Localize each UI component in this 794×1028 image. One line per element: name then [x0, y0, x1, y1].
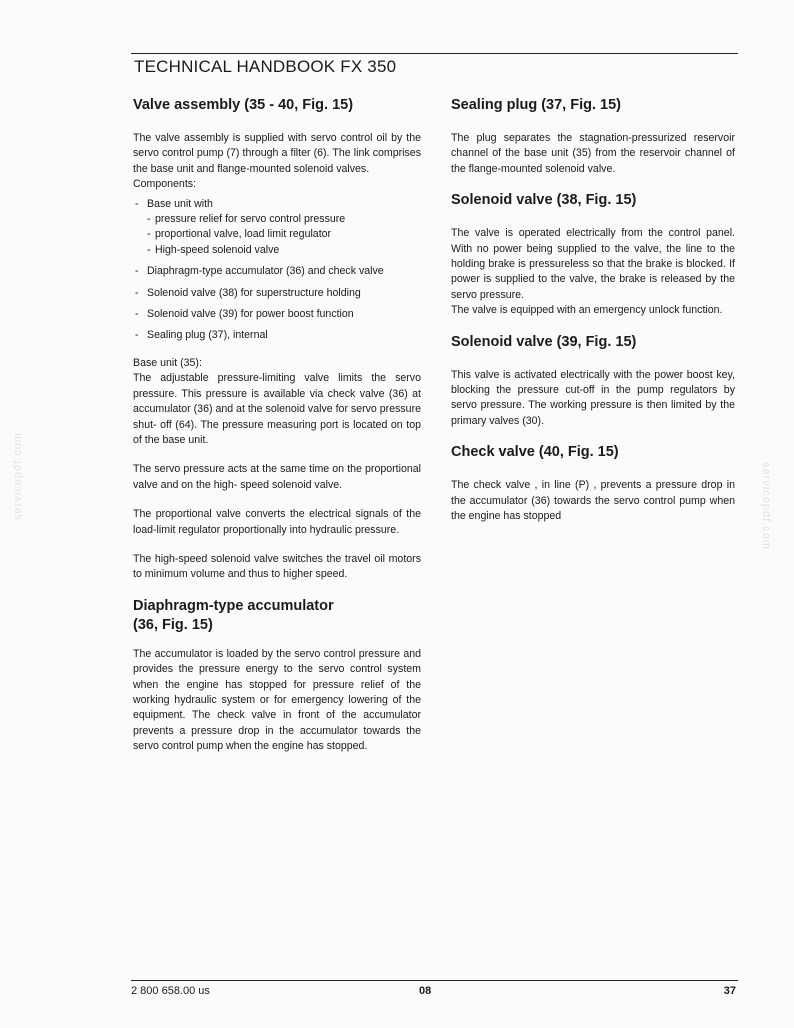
- solenoid-38-paragraph: The valve is operated electrically from the control panel. With no power being supplied to the valve, the line to the holding brake is pressureless so that the brake is blocked. If power is supplied to the valve, the brake is released by the servo pressure.: [451, 227, 735, 301]
- page-header-title: TECHNICAL HANDBOOK FX 350: [134, 57, 397, 76]
- accumulator-heading-line1: Diaphragm-type accumulator: [133, 597, 334, 614]
- base-unit-label: Base unit (35):: [133, 356, 202, 369]
- valve-assembly-heading: Valve assembly (35 - 40, Fig. 15): [133, 97, 354, 113]
- proportional-valve-paragraph: The proportional valve converts the electrical signals of the load-limit regulator proportionally into hydraulic pressure.: [133, 508, 421, 536]
- solenoid-38-emergency-paragraph: The valve is equipped with an emergency unlock function.: [451, 304, 723, 317]
- check-valve-heading: Check valve (40, Fig. 15): [451, 444, 619, 461]
- valve-assembly-intro: The valve assembly is supplied with servo control oil by the servo control pump (7) through a filter (6). The link comprises the base unit and flange-mounted solenoid valves.: [133, 132, 421, 175]
- base-unit-sublist: [147, 212, 421, 258]
- watermark-left: servicepdf.com: [12, 432, 24, 520]
- solenoid-39-paragraph: This valve is activated electrically with the power boost key, blocking the pressure cut-off in the pump regulators by servo pressure. The working pressure is then limited by the primary valves (30).: [451, 368, 735, 427]
- list-item: [133, 197, 421, 259]
- sealing-plug-paragraph: The plug separates the stagnation-pressurized reservoir channel of the base unit (35) from the reservoir channel of the flange-mounted solenoid valve.: [451, 132, 735, 175]
- header-rule: [131, 53, 738, 54]
- servo-pressure-paragraph: The servo pressure acts at the same time on the proportional valve and on the high- speed solenoid valve.: [133, 463, 421, 491]
- footer-page-number: 37: [723, 985, 736, 997]
- left-column: [133, 96, 421, 769]
- watermark-right: servicepdf.com: [760, 462, 772, 550]
- accumulator-heading-line2: (36, Fig. 15): [133, 616, 213, 633]
- list-item: - Sealing plug (37), internal: [133, 328, 421, 343]
- solenoid-39-heading: Solenoid valve (39, Fig. 15): [451, 333, 637, 350]
- footer-rule: [131, 980, 738, 981]
- list-item: - High-speed solenoid valve: [147, 243, 421, 258]
- list-item: - Solenoid valve (39) for power boost function: [133, 307, 421, 322]
- list-item: - pressure relief for servo control pressure: [147, 212, 421, 227]
- sealing-plug-heading: Sealing plug (37, Fig. 15): [451, 97, 621, 113]
- components-label: Components:: [133, 178, 197, 191]
- base-unit-item-label: Base unit with: [147, 197, 213, 210]
- high-speed-valve-paragraph: The high-speed solenoid valve switches the travel oil motors to minimum volume and thus to higher speed.: [133, 552, 421, 581]
- list-item: - proportional valve, load limit regulator: [147, 227, 421, 242]
- footer-section: 08: [419, 985, 432, 997]
- check-valve-paragraph: The check valve , in line (P) , prevents a pressure drop in the accumulator (36) towards the servo control pump when the engine has stopped: [451, 479, 735, 523]
- components-list: [133, 197, 421, 344]
- list-item: - Solenoid valve (38) for superstructure holding: [133, 286, 421, 301]
- footer-doc-number: 2 800 658.00 us: [131, 985, 210, 997]
- base-unit-paragraph: The adjustable pressure-limiting valve limits the servo pressure. This pressure is available via check valve (36) at accumulator (36) and at the solenoid valve for servo pressure shut- off (64). The pressure measuring port is located on top of the base unit.: [133, 372, 421, 446]
- right-column: [451, 96, 735, 539]
- accumulator-paragraph: The accumulator is loaded by the servo control pressure and provides the pressure energy to the servo control system when the engine has stopped for pressure relief of the working hydraulic system or for emergency lowering of the equipment. The check valve in front of the accumulator prevents a pressure drop in the accumulator towards the servo control pump when the engine has stopped.: [133, 647, 421, 753]
- accumulator-heading: [133, 597, 421, 635]
- solenoid-38-heading: Solenoid valve (38, Fig. 15): [451, 192, 637, 209]
- list-item: - Diaphragm-type accumulator (36) and check valve: [133, 264, 421, 279]
